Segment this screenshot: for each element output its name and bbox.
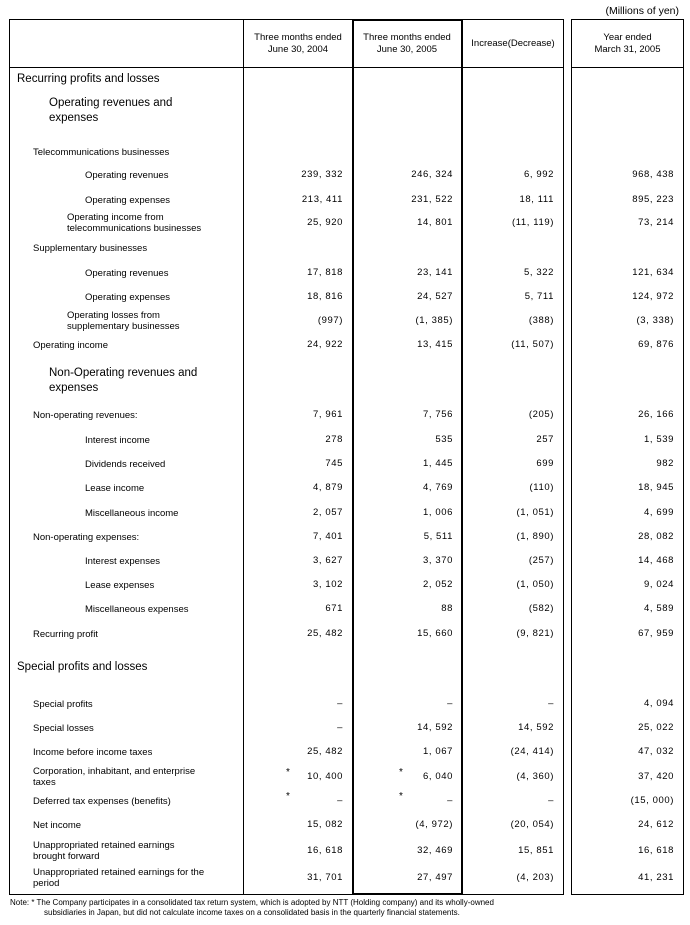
current-period-column-border <box>352 19 463 895</box>
footnote <box>10 898 680 918</box>
row-label: Operating revenues <box>85 169 169 181</box>
value-cell: – <box>337 795 343 806</box>
value-cell: 14, 468 <box>638 555 674 566</box>
value-cell: 239, 332 <box>301 169 343 180</box>
value-cell: 3, 370 <box>422 555 453 566</box>
column-header-2005: Three months ended June 30, 2005 <box>363 31 451 55</box>
value-cell: 7, 961 <box>312 409 343 420</box>
value-cell: 1, 006 <box>422 507 453 518</box>
row-label: Deferred tax expenses (benefits) <box>33 795 171 807</box>
row-label: Income before income taxes <box>33 746 153 758</box>
value-cell: (1, 890) <box>516 531 554 542</box>
value-cell: 671 <box>325 603 343 614</box>
value-cell: 27, 497 <box>417 872 453 883</box>
row-label: Unappropriated retained earnings for the period <box>33 867 205 889</box>
value-cell: – <box>447 795 453 806</box>
row-label: Supplementary businesses <box>33 242 148 254</box>
value-cell: (3, 338) <box>636 315 674 326</box>
value-cell: 14, 592 <box>417 722 453 733</box>
value-cell: 47, 032 <box>638 746 674 757</box>
row-label: Lease expenses <box>85 579 155 591</box>
value-cell: 24, 527 <box>417 291 453 302</box>
value-cell: 5, 511 <box>423 531 453 542</box>
row-label: Operating income <box>33 339 108 351</box>
value-cell: 2, 052 <box>422 579 453 590</box>
value-cell: 25, 482 <box>307 746 343 757</box>
value-cell: – <box>548 795 554 806</box>
value-cell: 4, 879 <box>312 482 343 493</box>
value-cell: 16, 618 <box>638 845 674 856</box>
value-cell: 7, 756 <box>422 409 453 420</box>
value-cell: 124, 972 <box>632 291 674 302</box>
value-cell: 13, 415 <box>417 339 453 350</box>
footnote-marker: * <box>286 767 290 778</box>
value-cell: (20, 054) <box>510 819 554 830</box>
row-label: Operating expenses <box>85 291 171 303</box>
value-cell: (11, 119) <box>511 217 554 228</box>
row-label: Unappropriated retained earnings brought forward <box>33 840 175 862</box>
footnote-marker: * <box>399 791 403 802</box>
value-cell: 246, 324 <box>411 169 453 180</box>
row-label: Miscellaneous expenses <box>85 603 189 615</box>
value-cell: 982 <box>656 458 674 469</box>
value-cell: 3, 102 <box>312 579 343 590</box>
value-cell: 16, 618 <box>307 845 343 856</box>
value-cell: 745 <box>325 458 343 469</box>
value-cell: 32, 469 <box>417 845 453 856</box>
value-cell: (388) <box>528 315 554 326</box>
row-label: Special losses <box>33 722 94 734</box>
value-cell: 535 <box>435 434 453 445</box>
value-cell: (110) <box>529 482 554 493</box>
value-cell: 25, 920 <box>307 217 343 228</box>
value-cell: 15, 851 <box>518 845 554 856</box>
value-cell: 4, 769 <box>422 482 453 493</box>
column-divider <box>243 19 244 895</box>
value-cell: 14, 801 <box>417 217 453 228</box>
footnote-line: Note: * The Company participates in a consolidated tax return system, which is adopted by NTT (Holding company) and its wholly-owned <box>10 898 494 907</box>
value-cell: (4, 203) <box>516 872 554 883</box>
row-label: Dividends received <box>85 458 166 470</box>
row-label: Miscellaneous income <box>85 507 179 519</box>
unit-note: (Millions of yen) <box>605 5 679 17</box>
column-header-change: Increase(Decrease) <box>471 37 555 49</box>
value-cell: 278 <box>325 434 343 445</box>
row-label: Non-operating expenses: <box>33 531 140 543</box>
value-cell: 968, 438 <box>632 169 674 180</box>
column-header-year: Year ended March 31, 2005 <box>594 31 661 55</box>
value-cell: 17, 818 <box>307 267 343 278</box>
value-cell: 257 <box>536 434 554 445</box>
value-cell: 10, 400 <box>307 771 343 782</box>
value-cell: 25, 022 <box>638 722 674 733</box>
value-cell: 5, 322 <box>523 267 554 278</box>
value-cell: (4, 360) <box>516 771 554 782</box>
value-cell: 1, 539 <box>643 434 674 445</box>
row-label: Non-operating revenues: <box>33 409 138 421</box>
row-label: Interest income <box>85 434 150 446</box>
value-cell: 25, 482 <box>307 628 343 639</box>
value-cell: 6, 040 <box>422 771 453 782</box>
value-cell: (997) <box>317 315 343 326</box>
value-cell: 1, 445 <box>422 458 453 469</box>
value-cell: 3, 627 <box>312 555 343 566</box>
value-cell: (24, 414) <box>510 746 554 757</box>
value-cell: 1, 067 <box>422 746 453 757</box>
value-cell: 28, 082 <box>638 531 674 542</box>
value-cell: 23, 141 <box>417 267 453 278</box>
row-label: Lease income <box>85 482 145 494</box>
value-cell: (1, 051) <box>516 507 554 518</box>
value-cell: 18, 816 <box>307 291 343 302</box>
row-label: Recurring profits and losses <box>17 72 160 85</box>
value-cell: (1, 050) <box>516 579 554 590</box>
value-cell: (15, 000) <box>630 795 674 806</box>
row-label: Interest expenses <box>85 555 160 567</box>
value-cell: 18, 945 <box>638 482 674 493</box>
row-label: Non-Operating revenues and expenses <box>49 367 198 394</box>
value-cell: 67, 959 <box>638 628 674 639</box>
row-label: Recurring profit <box>33 628 98 640</box>
value-cell: 4, 589 <box>643 603 674 614</box>
value-cell: (257) <box>528 555 554 566</box>
value-cell: 231, 522 <box>411 194 453 205</box>
value-cell: 41, 231 <box>638 872 674 883</box>
footnote-marker: * <box>286 791 290 802</box>
value-cell: 15, 082 <box>307 819 343 830</box>
row-label: Corporation, inhabitant, and enterprise taxes <box>33 766 196 788</box>
value-cell: 26, 166 <box>638 409 674 420</box>
row-label: Operating losses from supplementary businesses <box>67 310 180 332</box>
value-cell: – <box>337 722 343 733</box>
value-cell: (582) <box>528 603 554 614</box>
row-label: Special profits <box>33 698 93 710</box>
value-cell: (205) <box>528 409 554 420</box>
value-cell: 69, 876 <box>638 339 674 350</box>
value-cell: (9, 821) <box>516 628 554 639</box>
year-column-border <box>571 19 684 895</box>
column-header-2004: Three months ended June 30, 2004 <box>254 31 342 55</box>
row-label: Operating revenues and expenses <box>49 97 173 124</box>
value-cell: (11, 507) <box>511 339 554 350</box>
value-cell: 73, 214 <box>638 217 674 228</box>
value-cell: 4, 094 <box>643 698 674 709</box>
footnote-marker: * <box>399 767 403 778</box>
value-cell: – <box>337 698 343 709</box>
value-cell: 24, 612 <box>638 819 674 830</box>
row-label: Operating income from telecommunications businesses <box>67 212 202 234</box>
value-cell: 31, 701 <box>307 872 343 883</box>
row-label: Operating expenses <box>85 194 171 206</box>
value-cell: 895, 223 <box>632 194 674 205</box>
row-label: Special profits and losses <box>17 660 148 673</box>
value-cell: 88 <box>441 603 453 614</box>
row-label: Net income <box>33 819 82 831</box>
value-cell: 37, 420 <box>638 771 674 782</box>
income-statement-table <box>9 19 684 895</box>
value-cell: 15, 660 <box>417 628 453 639</box>
value-cell: (4, 972) <box>415 819 453 830</box>
value-cell: 5, 711 <box>524 291 554 302</box>
value-cell: 7, 401 <box>312 531 343 542</box>
row-label: Operating revenues <box>85 267 169 279</box>
value-cell: 4, 699 <box>643 507 674 518</box>
value-cell: 18, 111 <box>519 194 554 205</box>
value-cell: – <box>548 698 554 709</box>
value-cell: 699 <box>536 458 554 469</box>
value-cell: 6, 992 <box>523 169 554 180</box>
value-cell: 121, 634 <box>632 267 674 278</box>
value-cell: – <box>447 698 453 709</box>
value-cell: (1, 385) <box>415 315 453 326</box>
value-cell: 14, 592 <box>518 722 554 733</box>
value-cell: 213, 411 <box>301 194 343 205</box>
value-cell: 24, 922 <box>307 339 343 350</box>
value-cell: 9, 024 <box>643 579 674 590</box>
row-label: Telecommunications businesses <box>33 146 170 158</box>
value-cell: 2, 057 <box>312 507 343 518</box>
footnote-line: subsidiaries in Japan, but did not calculate income taxes on a consolidated basis in the quarterly financial statements. <box>44 908 460 917</box>
